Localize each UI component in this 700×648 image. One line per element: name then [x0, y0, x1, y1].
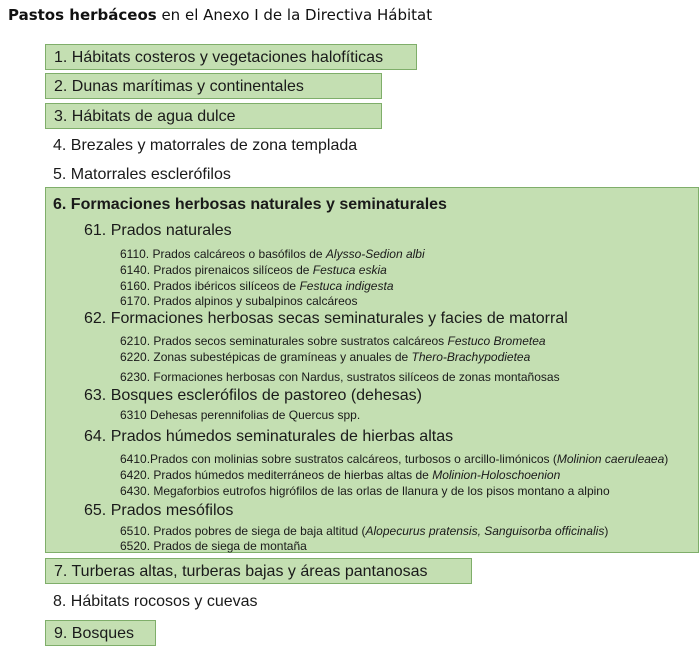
- line-6140: 6140. Prados pirenaicos silíceos de Festuca eskia: [120, 263, 387, 277]
- group-65: 65. Prados mesófilos: [84, 502, 234, 519]
- line-6110: 6110. Prados calcáreos o basófilos de Alysso-Sedion albi: [120, 247, 425, 261]
- line-6520: 6520. Prados de siega de montaña: [120, 539, 307, 553]
- habitat-item-4: 4. Brezales y matorrales de zona templada: [53, 137, 358, 154]
- line-6230: 6230. Formaciones herbosas con Nardus, sustratos silíceos de zonas montañosas: [120, 370, 560, 384]
- habitat-item-2: 2. Dunas marítimas y continentales: [45, 73, 382, 99]
- habitat-item-1: 1. Hábitats costeros y vegetaciones halofíticas: [45, 44, 417, 70]
- title-rest: en el Anexo I de la Directiva Hábitat: [156, 6, 433, 24]
- group-63: 63. Bosques esclerófilos de pastoreo (dehesas): [84, 387, 422, 404]
- habitat-item-5: 5. Matorrales esclerófilos: [53, 166, 231, 183]
- line-6210: 6210. Prados secos seminaturales sobre sustratos calcáreos Festuco Brometea: [120, 334, 546, 348]
- line-6310: 6310 Dehesas perennifolias de Quercus spp.: [120, 408, 361, 422]
- line-6420: 6420. Prados húmedos mediterráneos de hierbas altas de Molinion-Holoschoenion: [120, 468, 561, 482]
- line-6170: 6170. Prados alpinos y subalpinos calcáreos: [120, 294, 358, 308]
- group-64: 64. Prados húmedos seminaturales de hierbas altas: [84, 428, 454, 445]
- habitat-item-3: 3. Hábitats de agua dulce: [45, 103, 382, 129]
- habitat-item-9: 9. Bosques: [45, 620, 156, 646]
- group-62: 62. Formaciones herbosas secas seminaturales y facies de matorral: [84, 310, 568, 327]
- group-61: 61. Prados naturales: [84, 222, 232, 239]
- line-6430: 6430. Megaforbios eutrofos higrófilos de las orlas de llanura y de los pisos montano a alpino: [120, 484, 610, 498]
- line-6220: 6220. Zonas subestépicas de gramíneas y anuales de Thero-Brachypodietea: [120, 350, 531, 364]
- habitat-item-7: 7. Turberas altas, turberas bajas y áreas pantanosas: [45, 558, 472, 584]
- line-6410: 6410.Prados con molinias sobre sustratos calcáreos, turbosos o arcillo-limónicos (Molinion caeruleaea): [120, 452, 669, 466]
- title-bold: Pastos herbáceos: [8, 6, 157, 24]
- habitat-item-8: 8. Hábitats rocosos y cuevas: [53, 593, 258, 610]
- habitat-item-6: 6. Formaciones herbosas naturales y seminaturales: [53, 196, 447, 213]
- habitat-group-6-box: [45, 187, 699, 553]
- line-6160: 6160. Prados ibéricos silíceos de Festuca indigesta: [120, 279, 394, 293]
- line-6510: 6510. Prados pobres de siega de baja altitud (Alopecurus pratensis, Sanguisorba officinalis): [120, 524, 609, 538]
- page-title: [8, 6, 432, 24]
